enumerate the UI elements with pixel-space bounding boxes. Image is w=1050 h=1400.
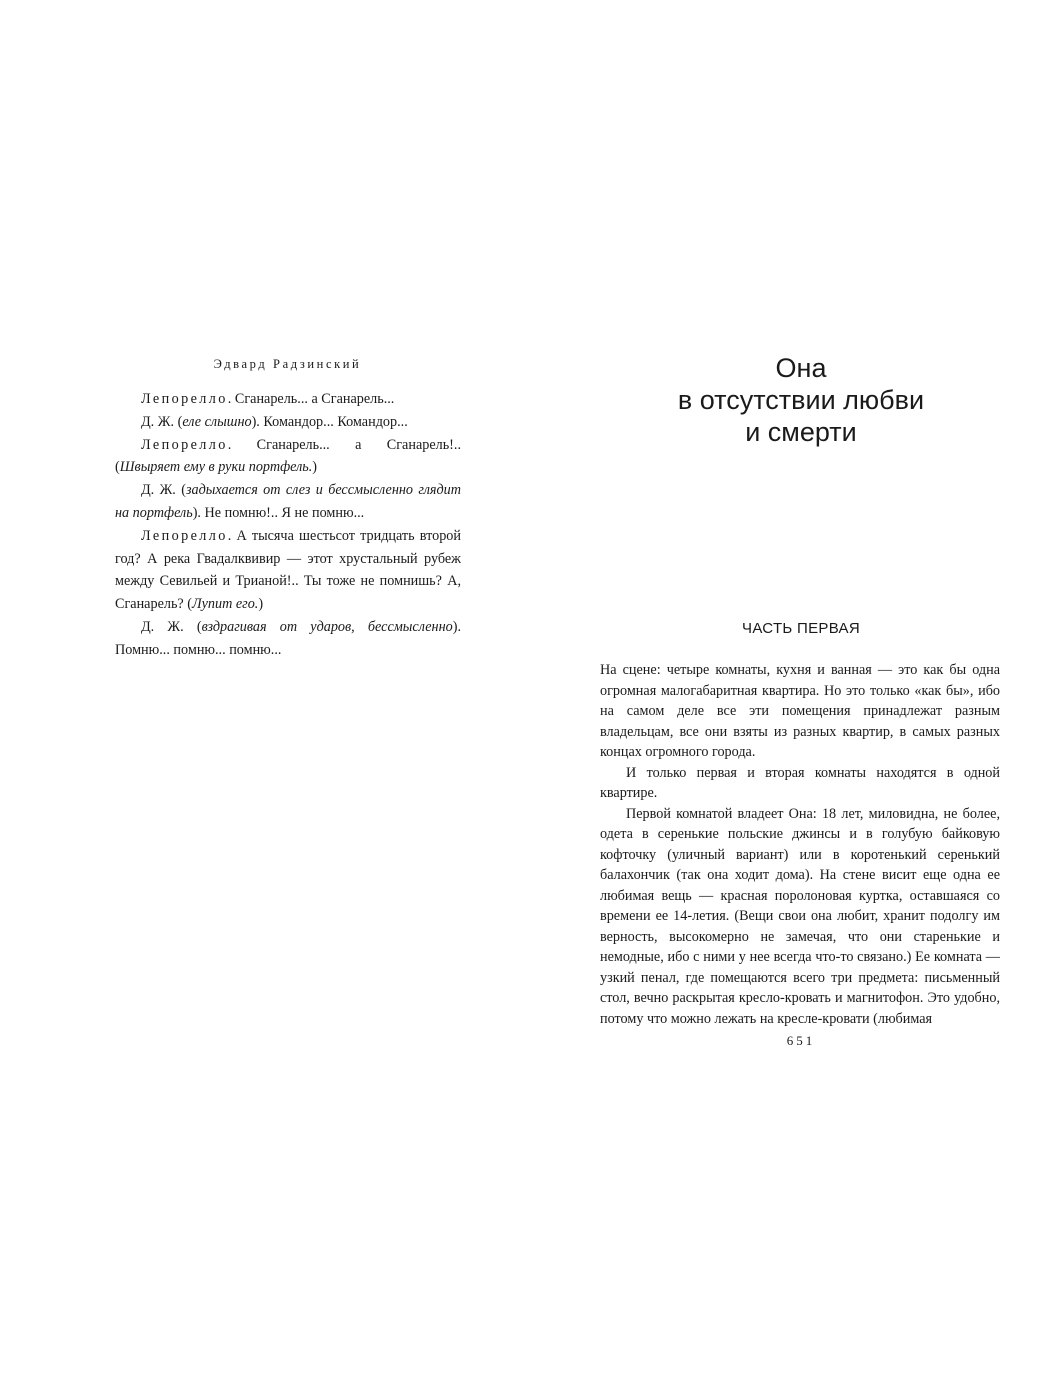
line-text: ) — [312, 459, 318, 476]
line-text: . Сганарель... а Сганарель!.. ( — [115, 436, 461, 476]
line-text: . Сганарель... а Сганарель... — [227, 391, 395, 407]
title-line: в отсутствии любви — [677, 385, 925, 415]
line-text: ( — [183, 618, 202, 635]
line-text: ) — [258, 596, 264, 613]
body-paragraph: Первой комнатой владеет Она: 18 лет, миловидна, не более, одета в серенькие польские джинсы и в голубую байковую кофточку (уличный вариант) или в коротенький серенький балахончик (так она ходит дома). На стене висит еще одна ее любимая вещь — красная поролоновая куртка, оставшаяся со времени ее 14-летия. (Вещи свои она любит, хранит подолгу им верность, высокомерно не замечая, что они старенькие и немодные, ибо с ними у нее всегда что-то связано.) Ее комната — узкий пенал, где помещаются всего три предмета: письменный стол, вечно раскрытая кресло-кровать и магнитофон. Это удобно, потому что можно лежать на кресле-кровати (любимая — [600, 805, 1000, 1027]
dialogue-line — [115, 411, 461, 434]
page-number: 651 — [786, 1033, 816, 1048]
speaker-name: Д. Ж. — [141, 618, 184, 635]
stage-direction: Швыряет ему в руки портфель. — [119, 459, 313, 476]
title-line: и смерти — [745, 417, 857, 447]
stage-direction: задыхается от слез и бессмысленно глядит на портфель — [115, 482, 462, 521]
dialogue-line — [115, 388, 461, 411]
line-text: ( — [174, 413, 183, 430]
speaker-name: Д. Ж. — [141, 482, 176, 499]
play-title — [605, 352, 997, 448]
line-text: ). Командор... Командор... — [251, 413, 408, 430]
speaker-name: Д. Ж. — [141, 413, 175, 430]
stage-direction: вздрагивая от ударов, бессмысленно — [201, 618, 453, 635]
body-paragraph: На сцене: четыре комнаты, кухня и ванная — это как бы одна огромная малогабаритная квартира. Но это только «как бы», ибо на самом деле все эти помещения принадлежат разным владельцам, все они взяты из разных квартир, в самых разных концах огромного города. — [600, 662, 1000, 760]
dialogue-line — [115, 525, 461, 616]
speaker-name: Лепорелло — [141, 527, 228, 544]
part-heading: ЧАСТЬ ПЕРВАЯ — [742, 620, 860, 637]
running-head: Эдвард Радзинский — [213, 357, 362, 371]
line-text: ). Не помню!.. Я не помню... — [192, 504, 365, 521]
line-text: ). Помню... помню... помню... — [115, 618, 461, 658]
dialogue-block — [115, 388, 461, 662]
stage-direction: еле слышно — [182, 413, 252, 430]
stage-direction: Лупит его. — [191, 596, 259, 613]
stage-description — [600, 660, 1000, 1029]
dialogue-line — [115, 616, 461, 662]
title-line: Она — [775, 353, 827, 383]
speaker-name: Лепорелло — [141, 436, 228, 453]
line-text: ( — [175, 482, 186, 499]
dialogue-line — [115, 479, 461, 525]
body-paragraph: И только первая и вторая комнаты находятся в одной квартире. — [600, 764, 1000, 801]
line-text: . А тысяча шестьсот тридцать второй год? А река Гвадалквивир — этот хрустальный рубеж между Севильей и Трианой!.. Ты тоже не помнишь? А, Сганарель? ( — [115, 527, 461, 613]
speaker-name: Лепорелло — [141, 391, 228, 407]
right-page — [525, 0, 1050, 1400]
dialogue-line — [115, 434, 461, 480]
